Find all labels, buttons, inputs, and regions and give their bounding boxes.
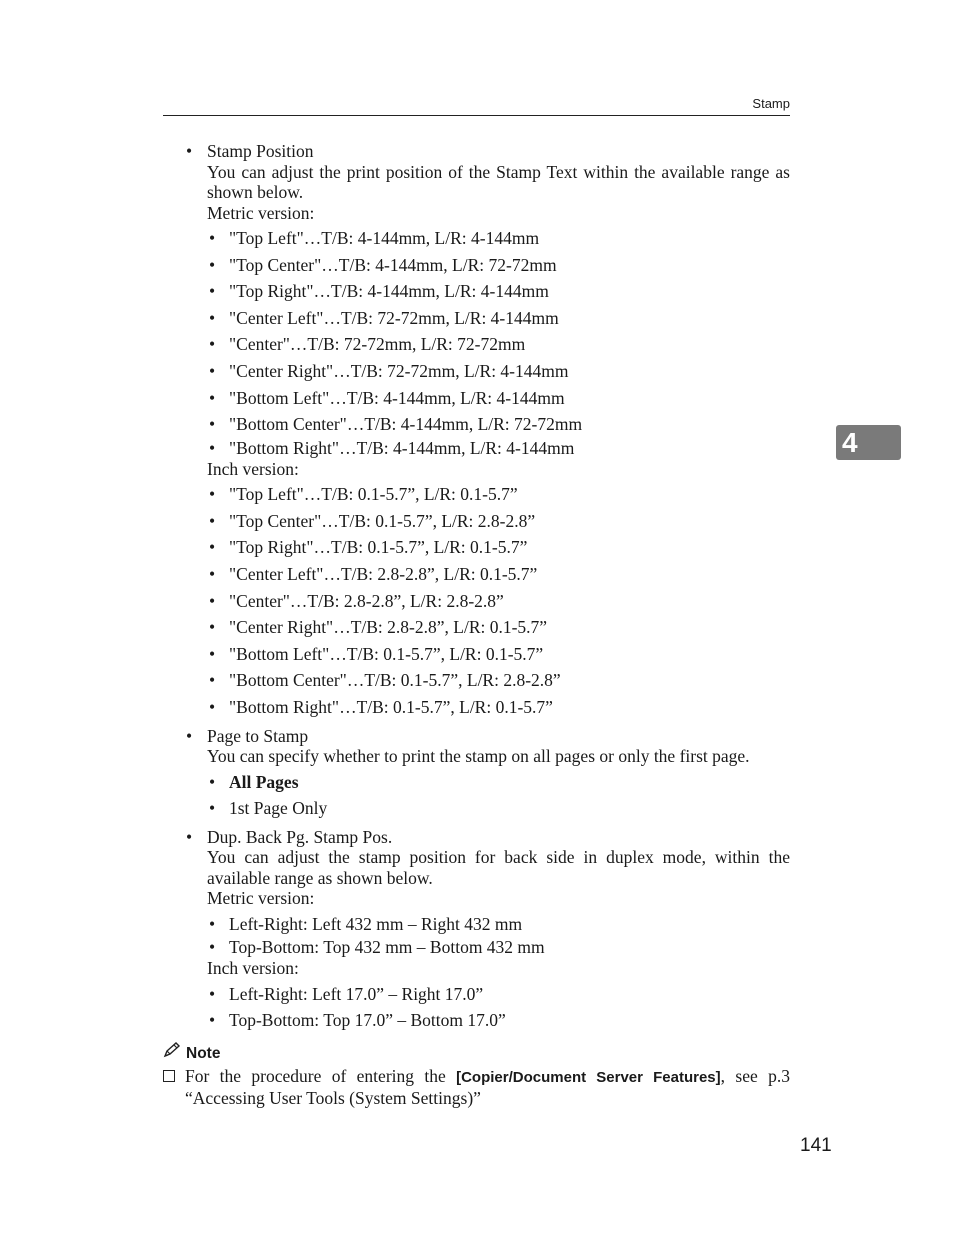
metric-list	[207, 911, 790, 959]
list-item: • "Bottom Center"…T/B: 4-144mm, L/R: 72-72mm	[209, 414, 583, 435]
section-title: Stamp Position	[207, 141, 314, 161]
note-heading	[163, 1042, 790, 1066]
running-header	[163, 96, 790, 116]
list-item: • Left-Right: Left 17.0” – Right 17.0”	[209, 983, 484, 1004]
list-item: • All Pages	[209, 771, 299, 792]
pencil-note-icon	[163, 1042, 186, 1066]
checkbox-icon	[163, 1070, 175, 1082]
note-title: Note	[186, 1045, 221, 1063]
metric-list	[207, 225, 790, 459]
chapter-tab: 4	[836, 425, 901, 460]
default-option: All Pages	[229, 771, 299, 792]
note-text-after: , see p.3 “Accessing User Tools (System Settings)”	[185, 1066, 790, 1109]
list-item: • "Top Center"…T/B: 4-144mm, L/R: 72-72mm	[209, 254, 557, 275]
inch-label: Inch version:	[207, 958, 299, 979]
bullet: •	[186, 826, 193, 847]
section-page-to-stamp	[163, 726, 790, 822]
list-item: • Top-Bottom: Top 432 mm – Bottom 432 mm	[209, 937, 545, 958]
bullet: •	[186, 725, 193, 746]
note-item	[163, 1066, 790, 1109]
list-item: • "Top Left"…T/B: 0.1-5.7”, L/R: 0.1-5.7”	[209, 484, 518, 505]
section-stamp-position	[163, 141, 790, 721]
list-item: • Top-Bottom: Top 17.0” – Bottom 17.0”	[209, 1010, 506, 1031]
list-item: • "Center Right"…T/B: 2.8-2.8”, L/R: 0.1-5.7”	[209, 617, 548, 638]
list-item: • Left-Right: Left 432 mm – Right 432 mm	[209, 913, 523, 934]
list-item: • "Top Center"…T/B: 0.1-5.7”, L/R: 2.8-2.8”	[209, 510, 536, 531]
list-item: • "Bottom Left"…T/B: 4-144mm, L/R: 4-144mm	[209, 387, 565, 408]
section-description: You can adjust the print position of the Stamp Text within the available range as shown below.	[207, 161, 790, 202]
list-item: • "Center Right"…T/B: 72-72mm, L/R: 4-144mm	[209, 360, 569, 381]
metric-label: Metric version:	[207, 202, 315, 223]
key-label: [Copier/Document Server Features]	[456, 1069, 721, 1087]
list-item: • "Bottom Right"…T/B: 4-144mm, L/R: 4-144mm	[209, 437, 575, 458]
list-item: • "Center"…T/B: 2.8-2.8”, L/R: 2.8-2.8”	[209, 590, 504, 611]
list-item: • "Center Left"…T/B: 2.8-2.8”, L/R: 0.1-5.7”	[209, 564, 538, 585]
section-description: You can adjust the stamp position for back side in duplex mode, within the available range as shown below.	[207, 847, 790, 888]
list-item: • "Bottom Left"…T/B: 0.1-5.7”, L/R: 0.1-5.7”	[209, 643, 544, 664]
list-item: • "Bottom Right"…T/B: 0.1-5.7”, L/R: 0.1-5.7”	[209, 697, 553, 717]
list-item: • "Top Right"…T/B: 0.1-5.7”, L/R: 0.1-5.7”	[209, 537, 528, 558]
inch-label: Inch version:	[207, 458, 299, 479]
list-item: • "Bottom Center"…T/B: 0.1-5.7”, L/R: 2.8-2.8”	[209, 670, 561, 691]
metric-label: Metric version:	[207, 888, 315, 909]
page-content	[163, 141, 790, 1109]
list-item: • "Top Right"…T/B: 4-144mm, L/R: 4-144mm	[209, 281, 549, 302]
page-number: 141	[800, 1135, 832, 1156]
section-title: Page to Stamp	[207, 725, 309, 746]
section-description: You can specify whether to print the stamp on all pages or only the first page.	[207, 746, 750, 767]
note-text-before: For the procedure of entering the	[185, 1066, 457, 1087]
inch-list	[207, 481, 790, 720]
options-list	[207, 769, 790, 822]
list-item: • "Center Left"…T/B: 72-72mm, L/R: 4-144mm	[209, 307, 559, 328]
list-item: • 1st Page Only	[209, 798, 328, 819]
list-item: • "Center"…T/B: 72-72mm, L/R: 72-72mm	[209, 334, 526, 355]
bullet: •	[186, 141, 193, 161]
section-title: Dup. Back Pg. Stamp Pos.	[207, 826, 393, 847]
list-item: • "Top Left"…T/B: 4-144mm, L/R: 4-144mm	[209, 228, 540, 248]
section-dup-back-stamp-pos	[163, 827, 790, 1034]
running-title: Stamp	[752, 96, 790, 111]
inch-list	[207, 981, 790, 1034]
